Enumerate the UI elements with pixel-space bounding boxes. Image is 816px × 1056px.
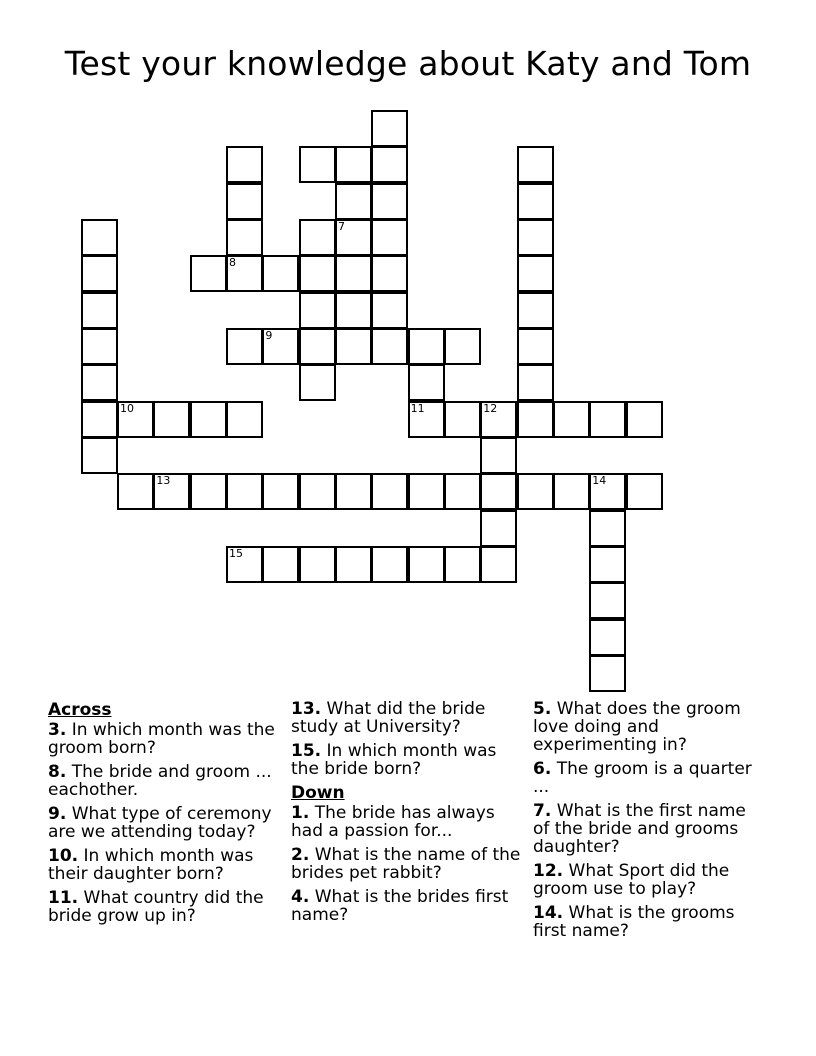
clue-down-12 (533, 862, 765, 898)
clue-number: 2. (291, 845, 310, 865)
clue-across-15 (291, 742, 523, 778)
page-title: Test your knowledge about Katy and Tom (64, 44, 752, 83)
crossword-cell[interactable] (335, 146, 372, 183)
clue-number: 7. (533, 801, 552, 821)
crossword-cell[interactable] (299, 328, 336, 365)
crossword-cell[interactable] (444, 473, 481, 510)
crossword-cell[interactable] (480, 510, 517, 547)
crossword-cell[interactable] (444, 401, 481, 438)
crossword-cell[interactable] (335, 183, 372, 220)
clue-number: 1. (291, 803, 310, 823)
clue-text: In which month was the groom born? (48, 720, 275, 758)
clue-text: What did the bride study at University? (291, 699, 486, 737)
crossword-cell[interactable] (190, 473, 227, 510)
crossword-cell[interactable] (371, 183, 408, 220)
crossword-cell[interactable] (480, 401, 517, 438)
cell-number: 9 (265, 328, 273, 342)
crossword-cell[interactable] (226, 328, 263, 365)
crossword-cell[interactable] (335, 473, 372, 510)
crossword-cell[interactable] (299, 473, 336, 510)
clue-text: What is the name of the brides pet rabbit? (291, 845, 521, 883)
crossword-cell[interactable] (517, 183, 554, 220)
crossword-cell[interactable] (81, 328, 118, 365)
crossword-cell[interactable] (371, 328, 408, 365)
crossword-cell[interactable] (589, 655, 626, 692)
clue-across-11 (48, 889, 280, 925)
cell-number: 14 (592, 474, 607, 488)
crossword-cell[interactable] (408, 328, 445, 365)
clue-number: 10. (48, 846, 79, 866)
clue-number: 9. (48, 804, 67, 824)
crossword-cell[interactable] (335, 255, 372, 292)
crossword-cell[interactable] (444, 328, 481, 365)
crossword-cell[interactable] (371, 219, 408, 256)
crossword-cell[interactable] (299, 364, 336, 401)
clue-down-5 (533, 700, 765, 754)
clue-text: The bride has always had a passion for... (291, 803, 495, 841)
clue-text: The bride and groom ... eachother. (48, 762, 272, 800)
crossword-cell[interactable] (408, 473, 445, 510)
crossword-cell[interactable] (553, 401, 590, 438)
crossword-cell[interactable] (480, 473, 517, 510)
clue-number: 15. (291, 741, 322, 761)
clue-across-13 (291, 700, 523, 736)
crossword-cell[interactable] (299, 219, 336, 256)
crossword-cell[interactable] (589, 619, 626, 656)
crossword-cell[interactable] (589, 473, 626, 510)
crossword-cell[interactable] (81, 292, 118, 329)
clue-number: 8. (48, 762, 67, 782)
clue-text: What is the first name of the bride and grooms daughter? (533, 801, 746, 857)
crossword-cell[interactable] (226, 473, 263, 510)
crossword-cell[interactable] (589, 546, 626, 583)
crossword-cell[interactable] (408, 364, 445, 401)
clue-down-1 (291, 804, 523, 840)
crossword-cell[interactable] (408, 401, 445, 438)
crossword-cell[interactable] (371, 110, 408, 147)
crossword-cell[interactable] (589, 582, 626, 619)
crossword-cell[interactable] (517, 401, 554, 438)
clue-across-10 (48, 847, 280, 883)
clue-number: 4. (291, 887, 310, 907)
cell-number: 10 (120, 401, 134, 415)
crossword-cell[interactable] (190, 255, 227, 292)
crossword-cell[interactable] (589, 510, 626, 547)
crossword-cell[interactable] (226, 546, 263, 583)
clue-number: 6. (533, 759, 552, 779)
crossword-cell[interactable] (299, 255, 336, 292)
clue-text: What does the groom love doing and experimenting in? (533, 699, 741, 755)
crossword-cell[interactable] (335, 219, 372, 256)
clue-text: In which month was their daughter born? (48, 846, 254, 884)
crossword-cell[interactable] (153, 401, 190, 438)
crossword-cell[interactable] (480, 437, 517, 474)
crossword-cell[interactable] (335, 292, 372, 329)
cell-number: 11 (410, 401, 425, 415)
crossword-cell[interactable] (226, 255, 263, 292)
crossword-cell[interactable] (117, 401, 154, 438)
crossword-cell[interactable] (626, 473, 663, 510)
crossword-cell[interactable] (262, 328, 299, 365)
crossword-cell[interactable] (517, 328, 554, 365)
crossword-cell[interactable] (335, 546, 372, 583)
clue-column-1 (48, 700, 280, 931)
crossword-cell[interactable] (408, 546, 445, 583)
crossword-cell[interactable] (517, 146, 554, 183)
crossword-cell[interactable] (153, 473, 190, 510)
crossword-cell[interactable] (190, 401, 227, 438)
cell-number: 15 (228, 546, 243, 560)
clue-number: 3. (48, 720, 67, 740)
crossword-cell[interactable] (262, 546, 299, 583)
clue-column-2 (291, 700, 523, 930)
down-heading: Down (291, 783, 345, 803)
clue-down-6 (533, 760, 765, 796)
crossword-cell[interactable] (371, 292, 408, 329)
clue-down-2 (291, 846, 523, 882)
crossword-cell[interactable] (81, 437, 118, 474)
crossword-cell[interactable] (371, 146, 408, 183)
crossword-cell[interactable] (517, 292, 554, 329)
clue-text: What country did the bride grow up in? (48, 888, 264, 926)
clue-across-8 (48, 763, 280, 799)
crossword-cell[interactable] (226, 219, 263, 256)
clue-down-4 (291, 888, 523, 924)
crossword-cell[interactable] (81, 401, 118, 438)
clue-text: What type of ceremony are we attending today? (48, 804, 272, 842)
crossword-cell[interactable] (299, 292, 336, 329)
cell-number: 8 (228, 256, 236, 270)
crossword-cell[interactable] (371, 473, 408, 510)
crossword-cell[interactable] (553, 473, 590, 510)
clue-number: 5. (533, 699, 552, 719)
clue-down-7 (533, 802, 765, 856)
crossword-cell[interactable] (517, 473, 554, 510)
clue-down-14 (533, 904, 765, 940)
crossword-cell[interactable] (371, 255, 408, 292)
clue-across-3 (48, 721, 280, 757)
crossword-cell[interactable] (299, 546, 336, 583)
cell-number: 13 (156, 474, 171, 488)
crossword-cell[interactable] (117, 473, 154, 510)
clue-text: In which month was the bride born? (291, 741, 497, 779)
crossword-cell[interactable] (517, 255, 554, 292)
clue-number: 11. (48, 888, 79, 908)
clue-text: What Sport did the groom use to play? (533, 861, 730, 899)
crossword-cell[interactable] (517, 219, 554, 256)
across-heading: Across (48, 700, 112, 720)
clue-text: What is the brides first name? (291, 887, 509, 925)
cell-number: 7 (337, 219, 345, 233)
cell-number: 12 (483, 401, 498, 415)
crossword-cell[interactable] (299, 146, 336, 183)
crossword-cell[interactable] (81, 219, 118, 256)
crossword-cell[interactable] (226, 183, 263, 220)
crossword-cell[interactable] (589, 401, 626, 438)
crossword-cell[interactable] (517, 364, 554, 401)
crossword-cell[interactable] (81, 255, 118, 292)
crossword-cell[interactable] (226, 146, 263, 183)
crossword-cell[interactable] (444, 546, 481, 583)
crossword-cell[interactable] (262, 255, 299, 292)
crossword-cell[interactable] (335, 328, 372, 365)
clue-number: 12. (533, 861, 564, 881)
crossword-cell[interactable] (480, 546, 517, 583)
crossword-cell[interactable] (371, 546, 408, 583)
clue-number: 13. (291, 699, 322, 719)
crossword-cell[interactable] (262, 473, 299, 510)
clue-text: The groom is a quarter ... (533, 759, 752, 797)
clue-number: 14. (533, 903, 564, 923)
crossword-cell[interactable] (226, 401, 263, 438)
clue-column-3 (533, 700, 765, 946)
clue-across-9 (48, 805, 280, 841)
crossword-cell[interactable] (626, 401, 663, 438)
crossword-cell[interactable] (81, 364, 118, 401)
clue-text: What is the grooms first name? (533, 903, 735, 941)
